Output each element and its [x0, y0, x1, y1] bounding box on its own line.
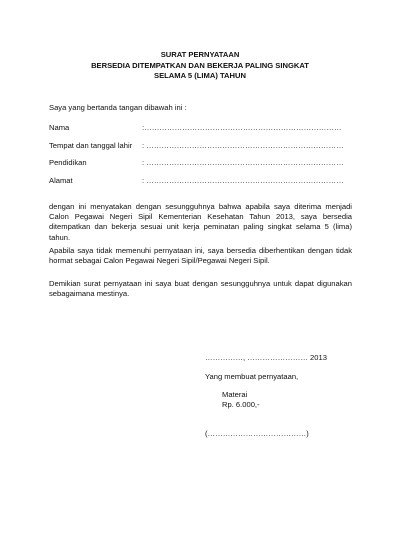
document-title	[0, 50, 400, 82]
materai-stamp-area	[222, 390, 260, 410]
signature-name-line: (…………………………………)	[205, 429, 309, 438]
title-line-2: BERSEDIA DITEMPATKAN DAN BEKERJA PALING SINGKAT	[91, 60, 309, 70]
field-blank: :……………………………………………………………………	[142, 123, 342, 132]
title-line-3: SELAMA 5 (LIMA) TAHUN	[154, 71, 246, 80]
field-pendidikan	[49, 158, 369, 169]
field-blank: : ……………………………………………………………………	[142, 141, 344, 150]
signature-maker-label: Yang membuat pernyataan,	[205, 372, 299, 381]
field-label: Pendidikan	[49, 158, 87, 167]
closing-paragraph: Demikian surat pernyataan ini saya buat dengan sesungguhnya untuk dapat digunakan sebagaimana mestinya.	[49, 279, 352, 299]
field-label: Tempat dan tanggal lahir	[49, 141, 133, 150]
title-line-1: SURAT PERNYATAAN	[160, 50, 240, 59]
field-label: Nama	[49, 123, 70, 132]
field-blank: : ……………………………………………………………………	[142, 176, 344, 185]
materai-value: Rp. 6.000,-	[222, 400, 260, 409]
field-label: Alamat	[49, 176, 73, 185]
signature-date-line: ……………, …………………… 2013	[205, 353, 327, 362]
field-tempat-tanggal-lahir	[49, 141, 369, 152]
consequence-paragraph: Apabila saya tidak memenuhi pernyataan ini, saya bersedia diberhentikan dengan tidak hormat sebagai Calon Pegawai Negeri Sipil/Pegawai Negeri Sipil.	[49, 246, 352, 266]
materai-label: Materai	[222, 390, 248, 399]
field-nama	[49, 123, 369, 134]
field-blank: : ……………………………………………………………………	[142, 158, 344, 167]
field-alamat	[49, 176, 369, 187]
statement-paragraph: dengan ini menyatakan dengan sesungguhnya bahwa apabila saya diterima menjadi Calon Pegawai Negeri Sipil Kementerian Kesehatan Tahun 2013, saya bersedia ditempatkan dan bekerja sesuai unit kerja peminatan paling singkat selama 5 (lima) tahun.	[49, 202, 352, 242]
intro-text: Saya yang bertanda tangan dibawah ini :	[49, 103, 187, 112]
